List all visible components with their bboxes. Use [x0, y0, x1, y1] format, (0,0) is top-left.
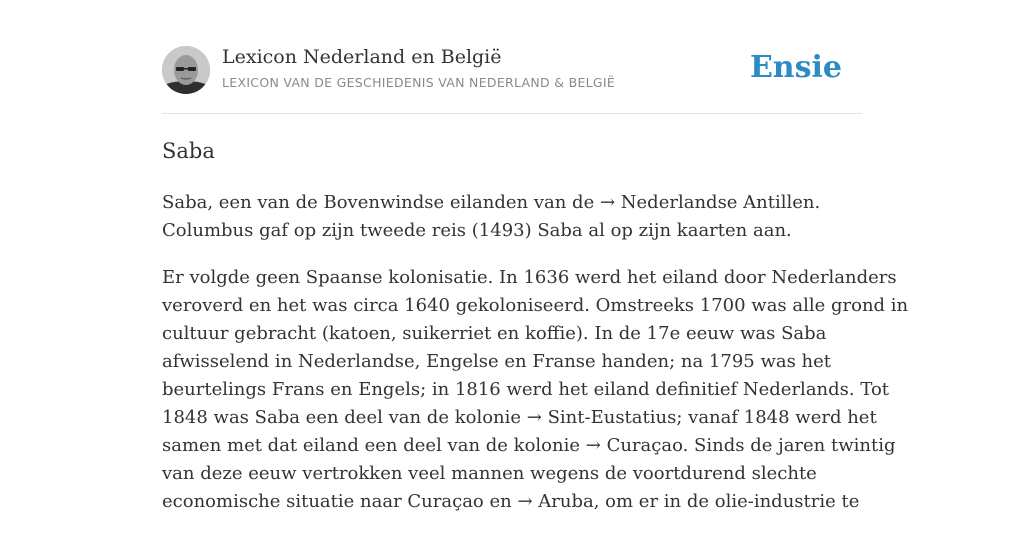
- xref-label: Nederlandse Antillen: [620, 192, 815, 213]
- text-segment: Saba, een van de Bovenwindse eilanden van de: [162, 192, 600, 213]
- text-line: cultuur gebracht (katoen, suikerriet en koffie). In de 17e eeuw was Saba: [162, 323, 827, 344]
- arrow-right-icon: →: [526, 407, 542, 428]
- xref-curacao-link[interactable]: [586, 435, 683, 456]
- xref-label: Sint-Eustatius: [547, 407, 677, 428]
- xref-aruba-link[interactable]: [517, 491, 593, 512]
- text-line: [162, 189, 862, 217]
- author-avatar[interactable]: [162, 46, 210, 94]
- arrow-right-icon: →: [585, 435, 601, 456]
- text-segment: samen met dat eiland een deel van de kolonie: [162, 435, 586, 456]
- arrow-right-icon: →: [599, 192, 616, 213]
- text-line: veroverd en het was circa 1640 gekoloniseerd. Omstreeks 1700 was alle grond in: [162, 295, 909, 316]
- text-line: Columbus gaf op zijn tweede reis (1493) Saba al op zijn kaarten aan.: [162, 220, 792, 241]
- text-segment: , om er in de olie-industrie te: [593, 491, 860, 512]
- text-segment: .: [814, 192, 821, 213]
- text-line: [162, 432, 896, 460]
- ensie-logo-link[interactable]: Ensie: [749, 50, 842, 85]
- article-title: Saba: [162, 139, 215, 163]
- text-segment: economische situatie naar Curaçao en: [162, 491, 518, 512]
- article-paragraph-2: [162, 264, 909, 516]
- text-line: [162, 404, 877, 432]
- avatar-portrait-image: [162, 46, 210, 94]
- site-subtitle: LEXICON VAN DE GESCHIEDENIS VAN NEDERLAND & BELGIË: [222, 75, 616, 90]
- text-segment: 1848 was Saba een deel van de kolonie: [162, 407, 527, 428]
- text-segment: ; vanaf 1848 werd het: [676, 407, 877, 428]
- text-segment: . Sinds de jaren twintig: [682, 435, 896, 456]
- arrow-right-icon: →: [517, 491, 533, 512]
- xref-nederlandse-antillen-link[interactable]: [600, 192, 815, 213]
- xref-sint-eustatius-link[interactable]: [527, 407, 677, 428]
- xref-label: Curaçao: [606, 435, 683, 456]
- text-line: Er volgde geen Spaanse kolonisatie. In 1636 werd het eiland door Nederlanders: [162, 267, 897, 288]
- text-line: beurtelings Frans en Engels; in 1816 werd het eiland definitief Nederlands. Tot: [162, 379, 890, 400]
- page: [162, 0, 909, 512]
- site-header: [162, 0, 862, 114]
- text-line: afwisselend in Nederlandse, Engelse en Franse handen; na 1795 was het: [162, 351, 832, 372]
- xref-label: Aruba: [538, 491, 594, 512]
- text-line: van deze eeuw vertrokken veel mannen wegens de voortdurend slechte: [162, 463, 817, 484]
- site-title-link[interactable]: Lexicon Nederland en België: [222, 46, 502, 68]
- article-paragraph-1: [162, 189, 862, 245]
- article-body: [162, 189, 909, 535]
